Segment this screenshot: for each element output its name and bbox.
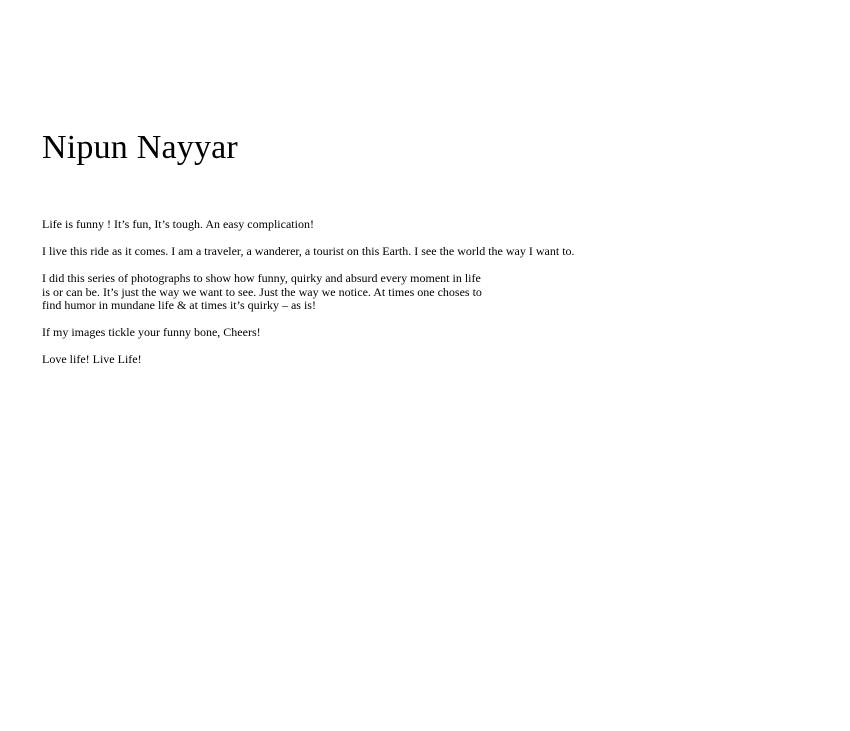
page-title: Nipun Nayyar xyxy=(42,129,238,166)
bio-paragraph-3: I did this series of photographs to show how funny, quirky and absurd every moment in life is or can be. It’s just the way we want to see. Just the way we notice. At times one choses to find humor in mundane life & at times it’s quirky – as is! xyxy=(42,271,482,312)
bio-paragraph-5: Love life! Live Life! xyxy=(42,352,142,366)
bio-text xyxy=(42,218,662,367)
bio-paragraph-1: Life is funny ! It’s fun, It’s tough. An easy complication! xyxy=(42,217,314,231)
bio-paragraph-2: I live this ride as it comes. I am a traveler, a wanderer, a tourist on this Earth. I see the world the way I want to. xyxy=(42,244,575,258)
bio-paragraph-4: If my images tickle your funny bone, Cheers! xyxy=(42,325,261,339)
page-content xyxy=(42,128,662,380)
